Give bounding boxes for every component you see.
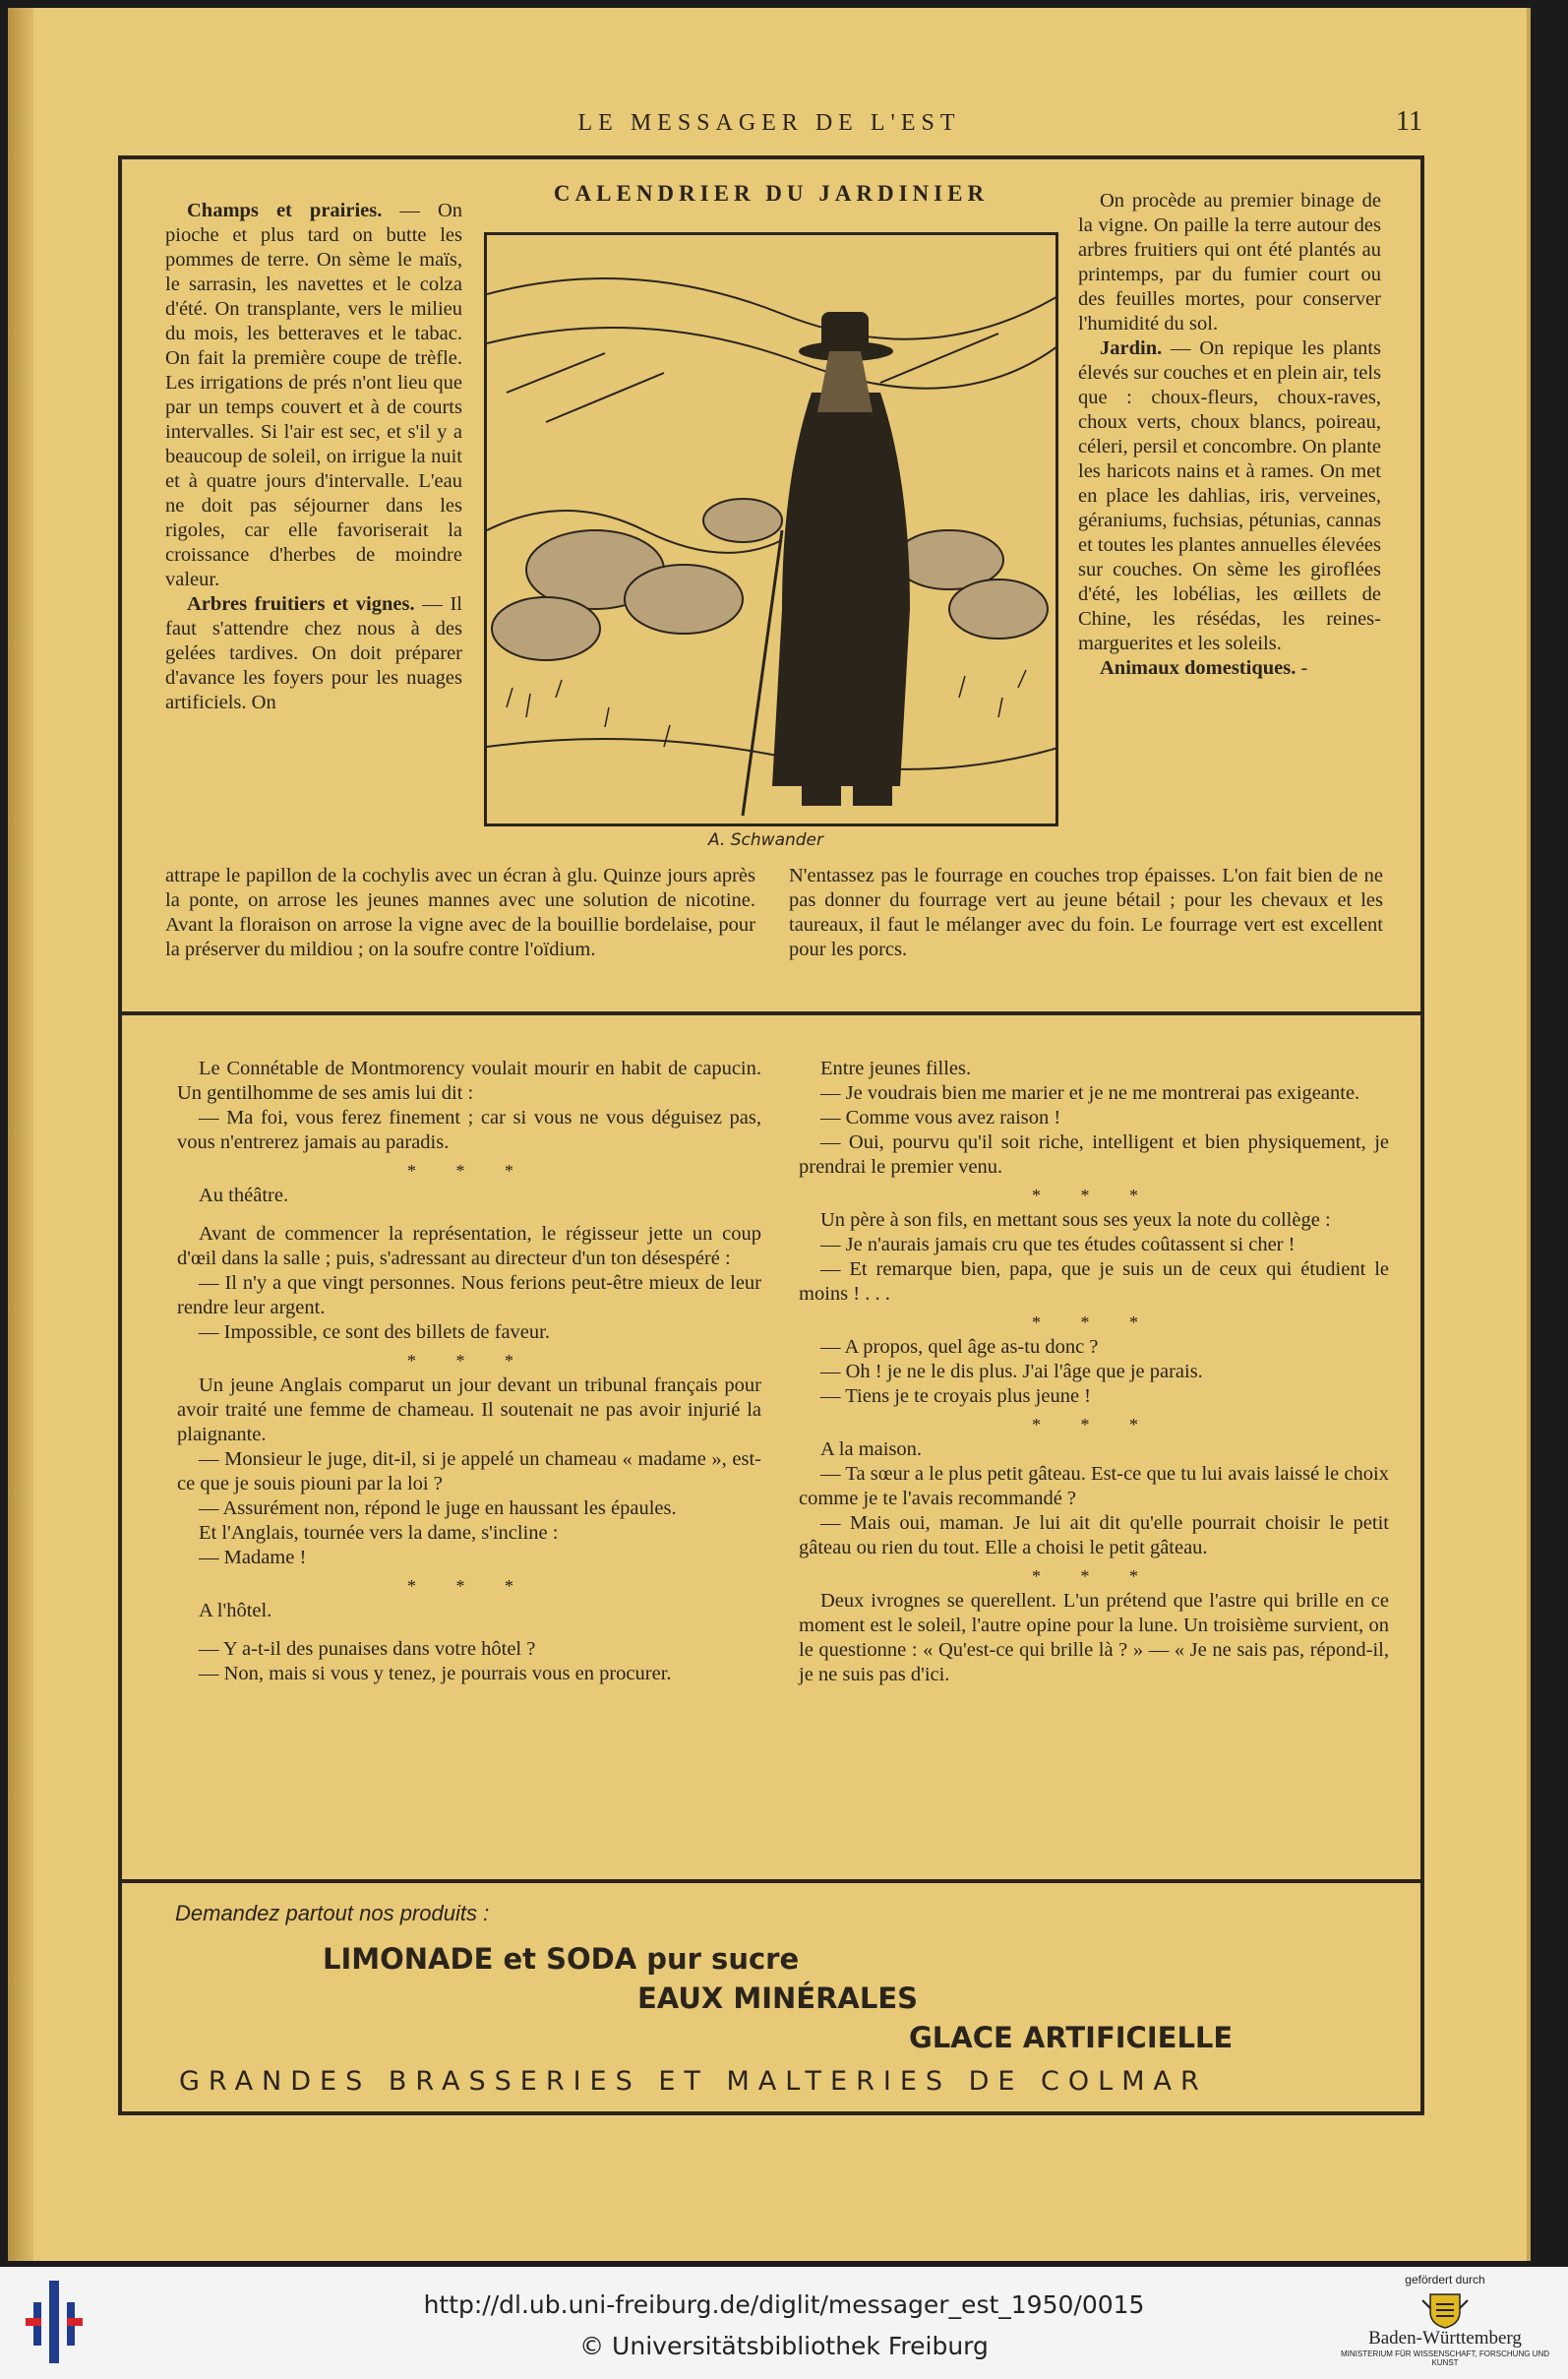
joke-separator: * * * — [1032, 1186, 1156, 1205]
joke-line: — Ta sœur a le plus petit gâteau. Est-ce que tu lui avais laissé le choix comme je te l'avais recommandé ? — [799, 1463, 1389, 1509]
joke-line: — Monsieur le juge, dit-il, si je appelé un chameau « madame », est-ce que je souis piouni par la loi ? — [177, 1448, 761, 1494]
advert-line: EAUX MINÉRALES — [637, 1982, 919, 2015]
joke-line: Avant de commencer la représentation, le régisseur jette un coup d'œil dans la salle ; puis, s'adressant au directeur d'un ton désespéré : — [177, 1223, 761, 1269]
joke-line: — Ma foi, vous ferez finement ; car si vous ne vous déguisez pas, vous n'entrerez jamais au paradis. — [177, 1107, 761, 1153]
joke-line: — A propos, quel âge as-tu donc ? — [820, 1336, 1099, 1358]
sponsor-caption: gefördert durch — [1405, 2273, 1485, 2287]
coat-of-arms-icon — [1420, 2290, 1470, 2330]
joke-line: — Comme vous avez raison ! — [820, 1107, 1061, 1128]
joke-heading: Au théâtre. — [199, 1185, 289, 1206]
calendar-title: CALENDRIER DU JARDINIER — [553, 181, 990, 206]
calendar-left-column — [165, 199, 462, 715]
joke-separator: * * * — [407, 1161, 531, 1181]
sponsor-name: Baden-Württemberg — [1368, 2328, 1522, 2348]
calendar-right-column — [1078, 189, 1381, 681]
joke-line: — Assurément non, répond le juge en haussant les épaules. — [199, 1497, 677, 1519]
paragraph-text: On procède au premier binage de la vigne. On paille la terre autour des arbres fruitiers qui ont été plantés au printemps, par du fumier court ou des feuilles mortes, pour conserver l'humidité du sol. — [1078, 190, 1381, 335]
calendar-paragraph — [1078, 656, 1381, 681]
sponsor-ministry: MINISTERIUM FÜR WISSENSCHAFT, FORSCHUNG UND KUNST — [1341, 2349, 1549, 2367]
joke-line: Un jeune Anglais comparut un jour devant un tribunal français pour avoir traité une femme de chameau. Il soutenait ne pas avoir injurié la plaignante. — [177, 1374, 761, 1445]
page-number: 11 — [1396, 106, 1422, 137]
joke-line: Un père à son fils, en mettant sous ses yeux la note du collège : — [820, 1209, 1331, 1231]
calendar-paragraph — [165, 199, 462, 592]
advert-intro: Demandez partout nos produits : — [175, 1901, 490, 1925]
advert-divider — [122, 1879, 1420, 1883]
paragraph-lead: Jardin. — [1100, 337, 1163, 359]
advert-line: LIMONADE et SODA pur sucre — [323, 1942, 800, 1976]
joke-line: Le Connétable de Montmorency voulait mourir en habit de capucin. Un gentilhomme de ses amis lui dit : — [177, 1058, 761, 1104]
joke-line: — Oh ! je ne le dis plus. J'ai l'âge que je parais. — [820, 1361, 1203, 1382]
illustration-signature: A. Schwander — [708, 830, 823, 850]
joke-line: — Je voudrais bien me marier et je ne me montrerai pas exigeante. — [820, 1082, 1360, 1104]
joke-line: — Impossible, ce sont des billets de faveur. — [199, 1321, 550, 1343]
joke-separator: * * * — [407, 1351, 531, 1371]
joke-separator: * * * — [407, 1576, 531, 1596]
header-title: LE MESSAGER DE L'EST — [577, 110, 961, 136]
calendar-paragraph — [165, 592, 462, 715]
advert-line: GLACE ARTIFICIELLE — [909, 2021, 1234, 2054]
joke-line: Deux ivrognes se querellent. L'un prétend que l'astre qui brille en ce moment est le soleil, l'autre opine pour la lune. Un troisième survient, on le questionne : « Qu'est-ce qui brille là ? » — « Je ne sais pas, répond-il, je ne suis pas d'ici. — [799, 1590, 1389, 1685]
joke-separator: * * * — [1032, 1415, 1156, 1434]
paragraph-text: — On repique les plants élevés sur couches et en plein air, tels que : choux-fleurs, choux-raves, choux verts, choux blancs, poireau, céleri, persil et concombre. On plante les haricots nains et à rames. On met en place les dahlias, iris, verveines, géraniums, fuchsias, pétunias, cannas et toutes les plantes annuelles élevées sur couches. On sème les giroflées d'été, les lobélias, les œillets de Chine, les résédas, les reines-marguerites et les soleils. — [1078, 337, 1381, 654]
joke-separator: * * * — [1032, 1312, 1156, 1332]
paragraph-text: — Il faut s'attendre chez nous à des gelées tardives. On doit préparer d'avance les foyers pour les nuages artificiels. On — [165, 593, 462, 713]
scanned-page — [8, 8, 1531, 2261]
calendar-paragraph — [1078, 336, 1381, 656]
library-footer — [0, 2267, 1568, 2379]
article-frame — [118, 155, 1424, 2115]
calendar-right-continuation: N'entassez pas le fourrage en couches trop épaisses. L'on fait bien de ne pas donner du fourrage vert au jeune bétail ; pour les chevaux et les taureaux, il faut le mélanger avec du foin. Le fourrage vert est excellent pour les porcs. — [789, 865, 1383, 960]
advertisement — [146, 1891, 1428, 2111]
shepherd-drawing — [487, 235, 1058, 826]
running-header — [8, 106, 1531, 146]
copyright-notice: © Universitätsbibliothek Freiburg — [579, 2332, 989, 2360]
paragraph-text: - — [1296, 657, 1308, 679]
joke-line: — Je n'aurais jamais cru que tes études coûtassent si cher ! — [820, 1234, 1296, 1255]
joke-heading: A l'hôtel. — [199, 1600, 272, 1621]
joke-line: — Y a-t-il des punaises dans votre hôtel ? — [199, 1638, 536, 1660]
shepherd-illustration — [484, 232, 1058, 826]
joke-line: — Oui, pourvu qu'il soit riche, intelligent et bien physiquement, je prendrai le premier venu. — [799, 1131, 1389, 1178]
calendar-left-continuation: attrape le papillon de la cochylis avec un écran à glu. Quinze jours après la ponte, on arrose les jeunes mannes avec une solution de nicotine. Avant la floraison on arrose la vigne avec de la bouillie bordelaise, pour la préserver du mildiou ; on la soufre contre l'oïdium. — [165, 865, 755, 960]
permalink-url[interactable]: http://dl.ub.uni-freiburg.de/diglit/messager_est_1950/0015 — [423, 2290, 1145, 2319]
paragraph-lead: Champs et prairies. — [187, 200, 383, 221]
paragraph-text: — On pioche et plus tard on butte les pommes de terre. On sème le maïs, le sarrasin, les navettes et le colza d'été. On transplante, vers le milieu du mois, les betteraves et le tabac. On fait la première coupe de trèfle. Les irrigations de prés n'ont lieu que par un temps couvert et à de courts intervalles. Si l'air est sec, et s'il y a beaucoup de soleil, on irrigue la nuit et à quatre jours d'intervalle. L'eau ne doit pas séjourner dans les rigoles, car elle favoriserait la croissance d'herbes de moindre valeur. — [165, 200, 462, 590]
section-divider — [122, 1011, 1420, 1015]
joke-line: — Mais oui, maman. Je lui ait dit qu'elle pourrait choisir le petit gâteau ou rien du tout. Elle a choisi le petit gâteau. — [799, 1512, 1389, 1558]
joke-line: — Et remarque bien, papa, que je suis un de ceux qui étudient le moins ! . . . — [799, 1258, 1389, 1305]
joke-heading: Entre jeunes filles. — [820, 1058, 972, 1079]
paragraph-lead: Animaux domestiques. — [1100, 657, 1297, 679]
jokes-left-column — [177, 1057, 761, 1686]
joke-line: — Tiens je te croyais plus jeune ! — [820, 1385, 1092, 1407]
calendar-paragraph — [1078, 189, 1381, 336]
joke-line: Et l'Anglais, tournée vers la dame, s'incline : — [199, 1522, 559, 1544]
joke-heading: A la maison. — [820, 1438, 923, 1460]
joke-line: — Non, mais si vous y tenez, je pourrais vous en procurer. — [199, 1663, 672, 1684]
paragraph-lead: Arbres fruitiers et vignes. — [187, 593, 415, 615]
sponsor-logo — [1332, 2273, 1558, 2375]
page-spine — [8, 8, 33, 2261]
advert-brewery: GRANDES BRASSERIES ET MALTERIES DE COLMAR — [179, 2066, 1208, 2097]
jokes-right-column — [799, 1057, 1389, 1687]
joke-line: — Madame ! — [199, 1547, 307, 1568]
joke-separator: * * * — [1032, 1566, 1156, 1586]
joke-line: — Il n'y a que vingt personnes. Nous ferions peut-être mieux de leur rendre leur argent. — [177, 1272, 761, 1318]
